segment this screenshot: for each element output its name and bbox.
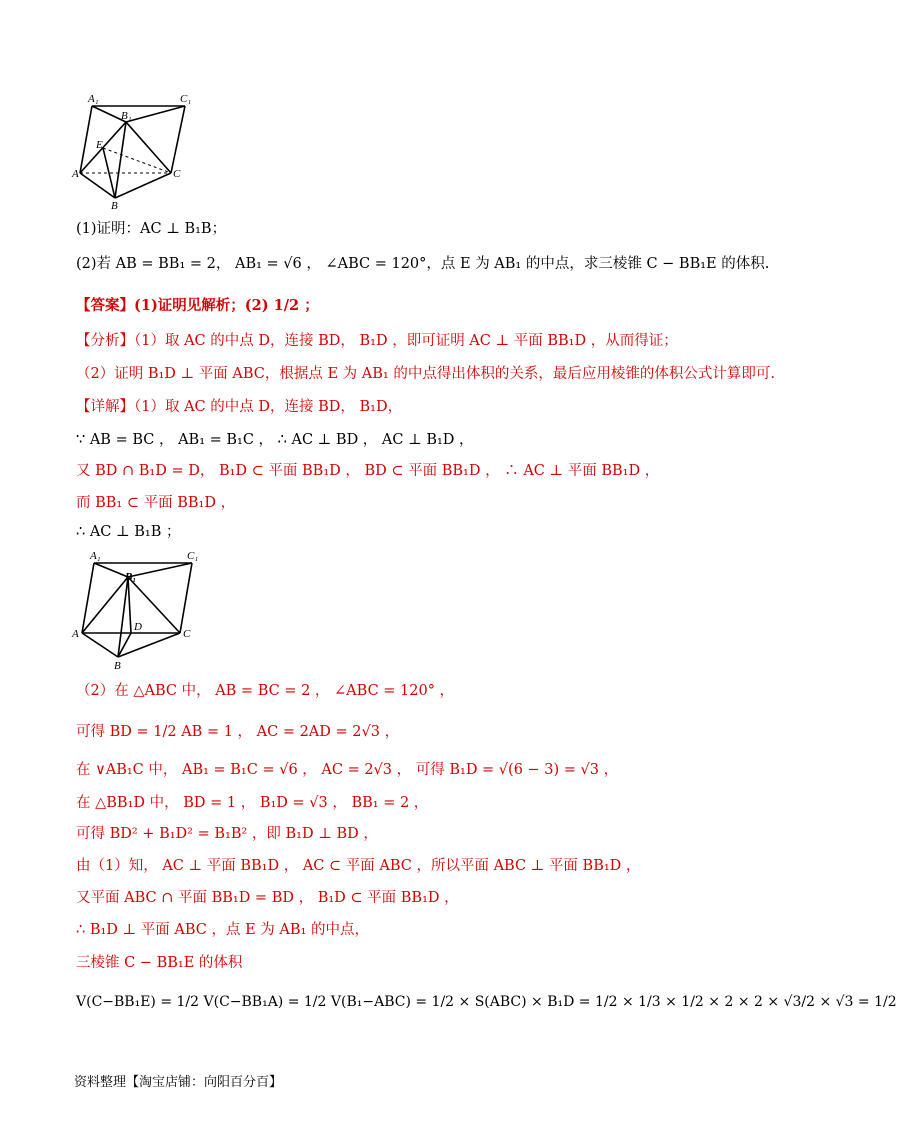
label-B: B: [111, 200, 118, 212]
detail-line-3: 又 BD ∩ B₁D = D， B₁D ⊂ 平面 BB₁D ， BD ⊂ 平面 BB₁D ， ∴ AC ⊥ 平面 BB₁D ，: [76, 463, 660, 479]
label-B: B: [114, 660, 121, 672]
question-1: (1)证明：AC ⊥ B₁B；: [76, 221, 227, 237]
part2-line-2: 可得 BD = 1/2 AB = 1 ， AC = 2AD = 2√3 ，: [76, 724, 400, 740]
prism-figure-2: [70, 547, 220, 673]
detail-line-2: ∵ AB = BC ， AB₁ = B₁C ， ∴ AC ⊥ BD ， AC ⊥ B₁D ，: [76, 432, 474, 448]
footer-source: 资料整理【淘宝店铺：向阳百分百】: [74, 1075, 283, 1090]
part2-line-8: ∴ B₁D ⊥ 平面 ABC ，点 E 为 AB₁ 的中点，: [76, 922, 369, 938]
label-B1: B₁: [121, 110, 132, 122]
detail-line-4: 而 BB₁ ⊂ 平面 BB₁D ，: [76, 495, 236, 511]
prism-figure-1: [70, 90, 210, 210]
answer: 【答案】(1)证明见解析；(2) 1/2 ；: [76, 297, 319, 314]
label-A1: A₁: [90, 550, 101, 562]
detail-line-1: 【详解】（1）取 AC 的中点 D，连接 BD， B₁D，: [76, 399, 403, 415]
label-A: A: [72, 168, 79, 180]
analysis-line-1: 【分析】（1）取 AC 的中点 D，连接 BD， B₁D ，即可证明 AC ⊥ 平面 BB₁D ，从而得证；: [76, 333, 678, 349]
part2-line-9: 三棱锥 C − BB₁E 的体积: [76, 955, 243, 971]
question-2: (2)若 AB = BB₁ = 2， AB₁ = √6 ， ∠ABC = 120°，点 E 为 AB₁ 的中点，求三棱锥 C − BB₁E 的体积.: [76, 256, 770, 272]
analysis-line-2: （2）证明 B₁D ⊥ 平面 ABC，根据点 E 为 AB₁ 的中点得出体积的关系，最后应用棱锥的体积公式计算即可.: [76, 366, 775, 382]
part2-line-6: 由（1）知， AC ⊥ 平面 BB₁D ， AC ⊂ 平面 ABC ，所以平面 ABC ⊥ 平面 BB₁D ，: [76, 858, 641, 874]
part2-line-4: 在 △BB₁D 中， BD = 1 ， B₁D = √3 ， BB₁ = 2 ，: [76, 795, 429, 811]
label-C: C: [173, 168, 181, 180]
label-C1: C₁: [180, 93, 192, 105]
label-D: D: [134, 621, 142, 633]
volume-formula: V(C−BB₁E) = 1/2 V(C−BB₁A) = 1/2 V(B₁−ABC) = 1/2 × S(ABC) × B₁D = 1/2 × 1/3 × 1/2 × 2 × 2 × √3/2 × √3 = 1/2: [76, 994, 897, 1010]
label-C: C: [183, 628, 191, 640]
part2-line-7: 又平面 ABC ∩ 平面 BB₁D = BD ， B₁D ⊂ 平面 BB₁D ，: [76, 890, 459, 906]
label-B1: B₁: [125, 571, 137, 583]
part2-line-1: （2）在 △ABC 中， AB = BC = 2 ， ∠ABC = 120° ，: [76, 683, 455, 699]
part2-line-5: 可得 BD² + B₁D² = B₁B² ，即 B₁D ⊥ BD ，: [76, 826, 378, 842]
label-A: A: [72, 628, 79, 640]
label-E: E: [96, 139, 103, 151]
part2-line-3: 在 ∨AB₁C 中， AB₁ = B₁C = √6 ， AC = 2√3 ， 可得 B₁D = √(6 − 3) = √3 ，: [76, 762, 619, 778]
label-C1: C₁: [187, 550, 199, 562]
label-A1: A₁: [88, 93, 99, 105]
detail-line-5: ∴ AC ⊥ B₁B ；: [76, 524, 181, 540]
